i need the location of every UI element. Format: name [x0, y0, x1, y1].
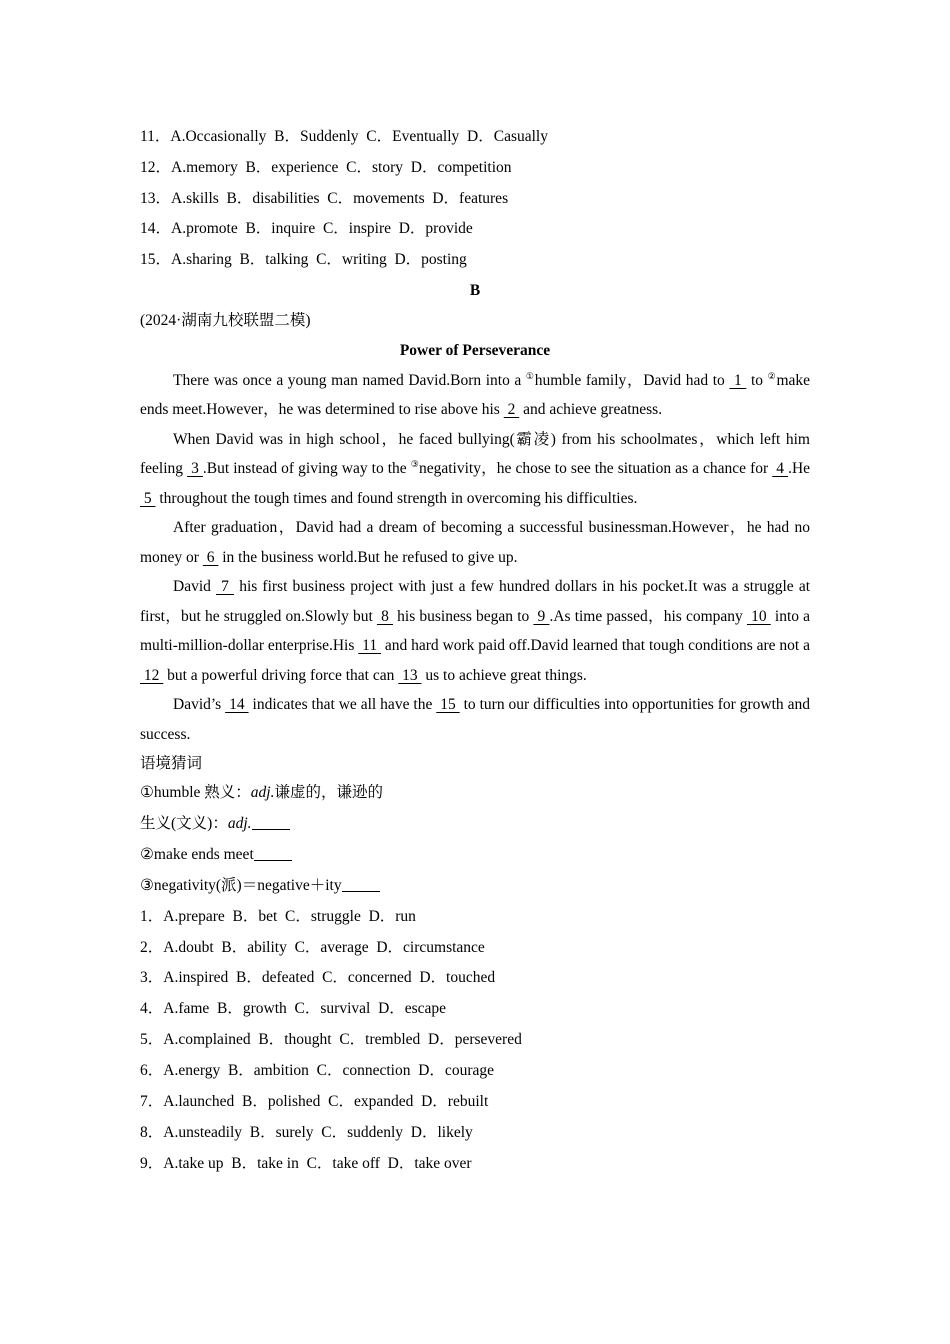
blank-10: 10	[746, 607, 771, 625]
document-page	[140, 122, 810, 1180]
paragraph-5: David’s 14 indicates that we all have the 15 to turn our difficulties into opportunities for growth and success.	[140, 696, 811, 743]
vocab-line-context: 生义(文义)：adj.	[140, 809, 810, 840]
option-line-1: 1．A.prepare B．bet C．struggle D．run	[140, 907, 416, 925]
blank-15: 15	[436, 696, 460, 714]
blank-7: 7	[216, 578, 235, 596]
blank-6: 6	[202, 548, 219, 566]
option-line-12: 12．A.memory B．experience C．story D．competition	[140, 158, 512, 176]
source-note: (2024·湖南九校联盟二模)	[140, 311, 311, 329]
annotation-mark-3: ③	[410, 459, 419, 470]
option-line-6: 6．A.energy B．ambition C．connection D．courage	[140, 1062, 494, 1080]
blank-14: 14	[225, 696, 249, 714]
option-line-4: 4．A.fame B．growth C．survival D．escape	[140, 1000, 447, 1018]
paragraph-1: There was once a young man named David.Born into a ①humble family，David had to 1 to ②make ends meet.However，he was determined to rise above his 2 and achieve greatness.	[140, 370, 811, 419]
option-line-15: 15．A.sharing B．talking C．writing D．posting	[140, 251, 467, 269]
blank-13: 13	[398, 666, 422, 684]
vocab-heading: 语境猜词	[140, 755, 203, 773]
blank-3: 3	[187, 460, 203, 478]
options-list-bottom	[140, 902, 810, 1180]
blank-5: 5	[140, 489, 156, 507]
blank-12: 12	[140, 666, 164, 684]
option-line-13: 13．A.skills B．disabilities C．movements D．features	[140, 189, 509, 207]
passage-title: Power of Perseverance	[399, 341, 551, 359]
option-line-9: 9．A.take up B．take in C．take off D．take over	[140, 1154, 472, 1172]
answer-line	[254, 846, 292, 861]
option-line-3: 3．A.inspired B．defeated C．concerned D．touched	[140, 969, 496, 987]
vocab-section	[140, 749, 810, 901]
answer-line	[342, 877, 380, 892]
option-line-8: 8．A.unsteadily B．surely C．suddenly D．likely	[140, 1123, 473, 1141]
annotation-mark-1: ①	[525, 370, 535, 381]
vocab-line-humble: ①humble 熟义：adj.谦虚的，谦逊的	[140, 784, 383, 802]
vocab-line-negativity: ③negativity(派)＝negative＋ity	[140, 871, 810, 902]
blank-9: 9	[533, 607, 550, 625]
blank-4: 4	[772, 460, 789, 478]
blank-2: 2	[503, 401, 520, 419]
vocab-line-ends-meet: ②make ends meet	[140, 840, 810, 871]
paragraph-2: When David was in high school，he faced bullying(霸凌) from his schoolmates，which left him feeling 3 .But instead of giving way to the ③negativity，he chose to see the situation as a chance for 4 .He 5 throughout the tough times and found strength in overcoming his difficulties.	[140, 430, 811, 507]
blank-1: 1	[729, 371, 747, 389]
option-line-5: 5．A.complained B．thought C．trembled D．persevered	[140, 1031, 522, 1049]
paragraph-3: After graduation，David had a dream of becoming a successful businessman.However，he had no money or 6 in the business world.But he refused to give up.	[140, 519, 810, 566]
answer-line	[252, 815, 290, 830]
paragraph-4: David 7 his first business project with just a few hundred dollars in his pocket.It was a struggle at first，but he struggled on.Slowly but 8 his business began to 9 .As time passed，his company 10 into a multi-million-dollar enterprise.His 11 and hard work paid off.David learned that tough conditions are not a 12 but a powerful driving force that can 13 us to achieve great things.	[140, 578, 811, 684]
option-line-7: 7．A.launched B．polished C．expanded D．rebuilt	[140, 1093, 489, 1111]
blank-11: 11	[358, 637, 381, 655]
annotation-mark-2: ②	[767, 370, 777, 381]
option-line-2: 2．A.doubt B．ability C．average D．circumstance	[140, 938, 485, 956]
option-line-11: 11．A.Occasionally B．Suddenly C．Eventually D．Casually	[140, 128, 548, 145]
section-label: B	[469, 281, 481, 299]
option-line-14: 14．A.promote B．inquire C．inspire D．provide	[140, 220, 473, 238]
blank-8: 8	[376, 607, 393, 625]
options-list-top	[140, 122, 810, 276]
